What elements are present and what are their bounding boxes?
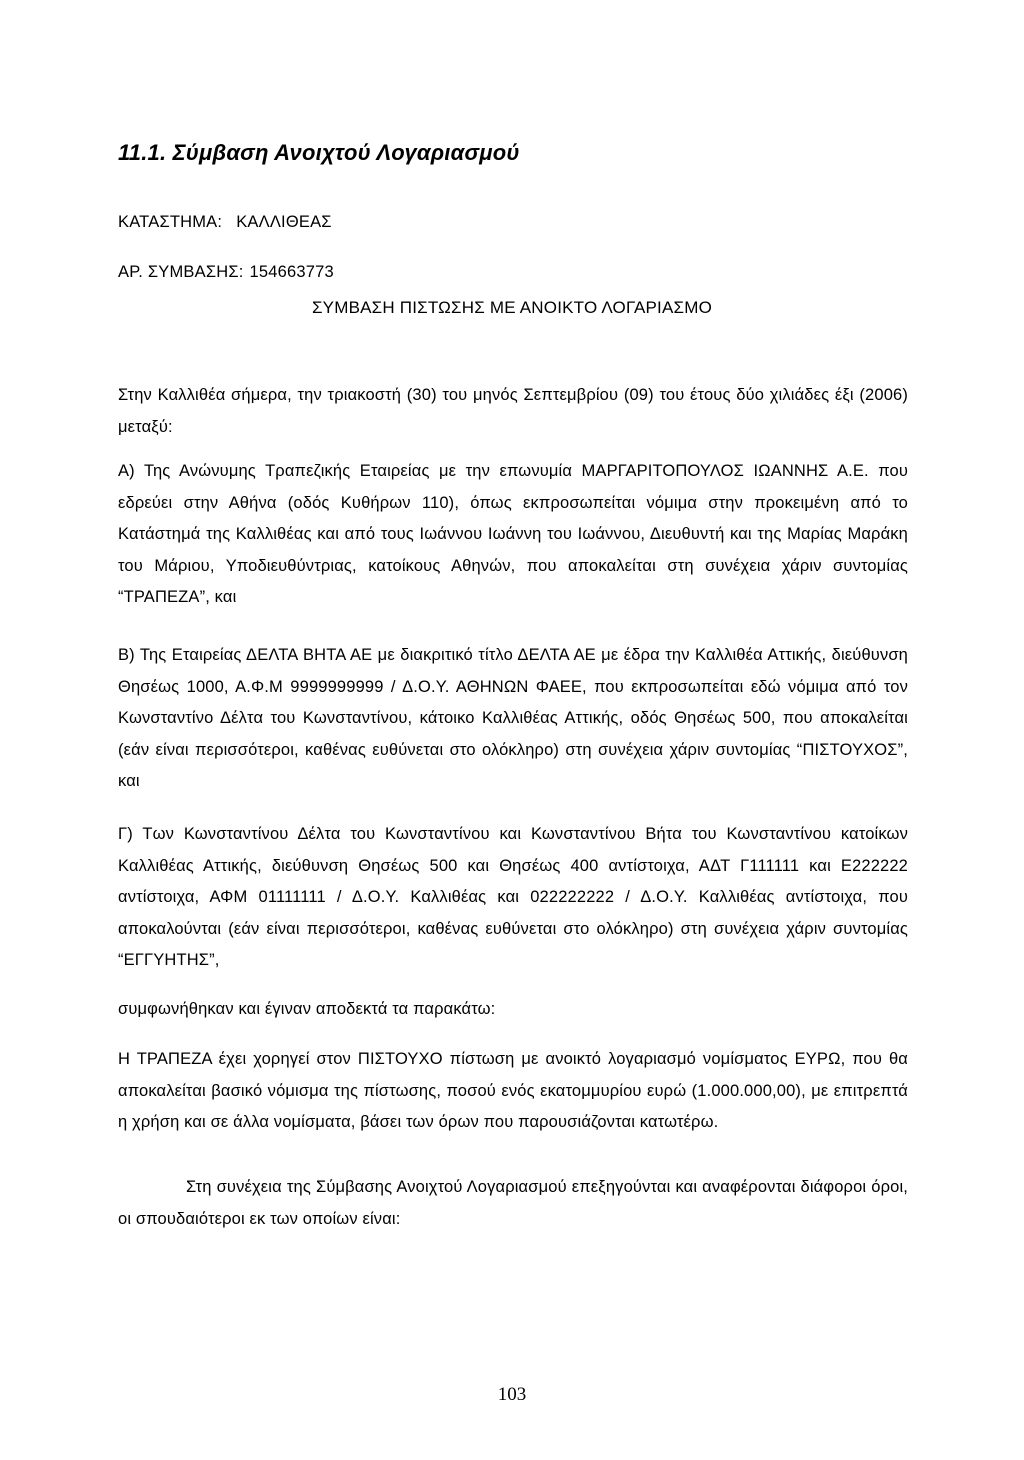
contract-number-value: 154663773: [249, 263, 334, 281]
paragraph-terms-intro: Στη συνέχεια της Σύμβασης Ανοιχτού Λογαριασμού επεξηγούνται και αναφέρονται διάφοροι όροι, οι σπουδαιότεροι εκ των οποίων είναι:: [118, 1178, 908, 1228]
contract-number-line: [118, 263, 334, 282]
section-heading: 11.1. Σύμβαση Ανοιχτού Λογαριασμού: [118, 140, 520, 165]
paragraph-party-a: Α) Της Ανώνυμης Τραπεζικής Εταιρείας με την επωνυμία ΜΑΡΓΑΡΙΤΟΠΟΥΛΟΣ ΙΩΑΝΝΗΣ Α.Ε. που εδρεύει στην Αθήνα (οδός Κυθήρων 110), όπως εκπροσωπείται νόμιμα στην προκειμένη από το Κατάστημά της Καλλιθέας και από τους Ιωάννου Ιωάννη του Ιωάννου, Διευθυντή και της Μαρίας Μαράκη του Μάριου, Υποδιευθύντριας, κατοίκους Αθηνών, που αποκαλείται στη συνέχεια χάριν συντομίας “ΤΡΑΠΕΖΑ”, και: [118, 462, 908, 606]
store-line: [118, 213, 332, 232]
store-label: ΚΑΤΑΣΤΗΜΑ:: [118, 213, 223, 231]
paragraph-date: Στην Καλλιθέα σήμερα, την τριακοστή (30) του μηνός Σεπτεμβρίου (09) του έτους δύο χιλιάδες έξι (2006) μεταξύ:: [118, 386, 908, 436]
store-value: ΚΑΛΛΙΘΕΑΣ: [236, 213, 332, 231]
contract-title: ΣΥΜΒΑΣΗ ΠΙΣΤΩΣΗΣ ΜΕ ΑΝΟΙΚΤΟ ΛΟΓΑΡΙΑΣΜΟ: [311, 298, 713, 317]
contract-number-label: ΑΡ. ΣΥΜΒΑΣΗΣ:: [118, 263, 244, 281]
page-number: 103: [497, 1384, 527, 1405]
paragraph-party-c: Γ) Των Κωνσταντίνου Δέλτα του Κωνσταντίνου και Κωνσταντίνου Βήτα του Κωνσταντίνου κατοίκων Καλλιθέας Αττικής, διεύθυνση Θησέως 500 και Θησέως 400 αντίστοιχα, ΑΔΤ Γ111111 και Ε222222 αντίστοιχα, ΑΦΜ 01111111 / Δ.Ο.Υ. Καλλιθέας και 022222222 / Δ.Ο.Υ. Καλλιθέας αντίστοιχα, που αποκαλούνται (εάν είναι περισσότεροι, καθένας ευθύνεται στο ολόκληρο) στη συνέχεια χάριν συντομίας “ΕΓΓΥΗΤΗΣ”,: [118, 825, 908, 969]
paragraph-party-b: Β) Της Εταιρείας ΔΕΛΤΑ ΒΗΤΑ ΑΕ με διακριτικό τίτλο ΔΕΛΤΑ ΑΕ με έδρα την Καλλιθέα Αττικής, διεύθυνση Θησέως 1000, Α.Φ.Μ 9999999999 / Δ.Ο.Υ. ΑΘΗΝΩΝ ΦΑΕΕ, που εκπροσωπείται εδώ νόμιμα από τον Κωνσταντίνο Δέλτα του Κωνσταντίνου, κάτοικο Καλλιθέας Αττικής, οδός Θησέως 500, που αποκαλείται (εάν είναι περισσότεροι, καθένας ευθύνεται στο ολόκληρο) στη συνέχεια χάριν συντομίας “ΠΙΣΤΟΥΧΟΣ”, και: [118, 646, 908, 790]
paragraph-credit: Η ΤΡΑΠΕΖΑ έχει χορηγεί στον ΠΙΣΤΟΥΧΟ πίστωση με ανοικτό λογαριασμό νομίσματος ΕΥΡΩ, που θα αποκαλείται βασικό νόμισμα της πίστωσης, ποσού ενός εκατομμυρίου ευρώ (1.000.000,00), με επιτρεπτά η χρήση και σε άλλα νομίσματα, βάσει των όρων που παρουσιάζονται κατωτέρω.: [118, 1050, 908, 1131]
paragraph-agreement: συμφωνήθηκαν και έγιναν αποδεκτά τα παρακάτω:: [118, 1000, 496, 1018]
